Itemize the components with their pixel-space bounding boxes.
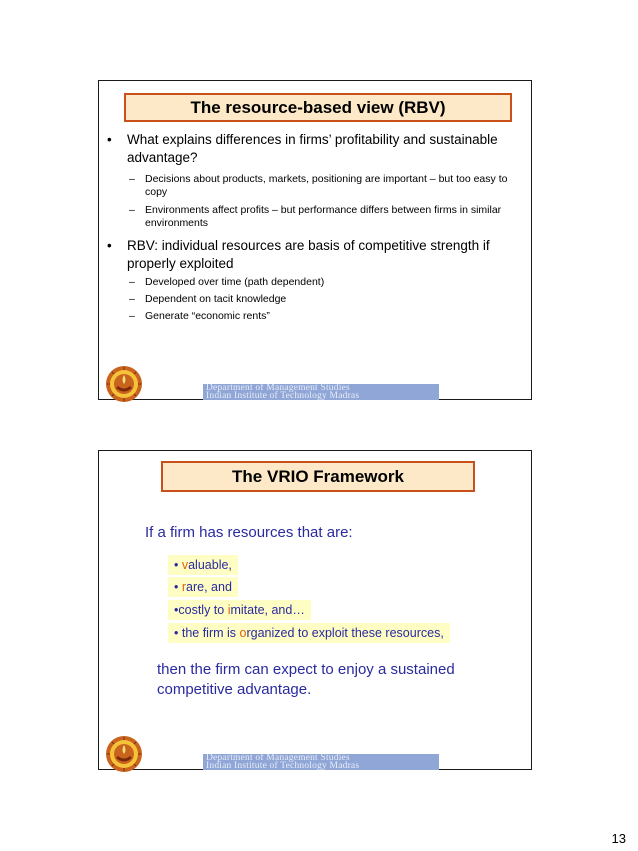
slide-rbv: [98, 80, 532, 400]
bullet-marker: •: [107, 238, 112, 253]
slide-title: The VRIO Framework: [161, 461, 475, 492]
banner-line-dept: Department of Management Studies: [206, 384, 350, 393]
dash-marker: –: [129, 276, 135, 288]
sub-bullet-text: Developed over time (path dependent): [145, 276, 325, 288]
bullet-marker: •: [107, 132, 112, 147]
slide-title: The resource-based view (RBV): [124, 93, 512, 122]
bullet-text: RBV: individual resources are basis of competitive strength if properly exploited: [127, 238, 490, 271]
sub-bullet-text: Dependent on tacit knowledge: [145, 293, 287, 305]
highlight-letter: i: [227, 603, 231, 617]
vrio-item-inimitable: •costly to imitate, and…: [168, 600, 311, 620]
iit-madras-emblem-icon: [105, 365, 143, 403]
sub-bullet-item: [129, 173, 524, 199]
sub-bullet-text: Generate “economic rents”: [145, 310, 270, 322]
banner-line-dept: Department of Management Studies: [206, 754, 350, 763]
dash-marker: –: [129, 310, 135, 322]
vrio-intro-text: If a firm has resources that are:: [145, 524, 353, 541]
sub-bullet-text: Decisions about products, markets, positioning are important – but too easy to copy: [145, 173, 508, 198]
sub-bullet-item: [129, 293, 524, 306]
vrio-item-rare: • rare, and: [168, 577, 238, 597]
dash-marker: –: [129, 204, 135, 216]
sub-bullet-item: [129, 204, 524, 230]
vrio-item-valuable: • valuable,: [168, 555, 238, 575]
highlight-letter: r: [181, 580, 187, 594]
slide-vrio: [98, 450, 532, 770]
dash-marker: –: [129, 173, 135, 185]
bullet-text: What explains differences in firms’ profitability and sustainable advantage?: [127, 132, 498, 165]
sub-bullet-item: [129, 276, 524, 289]
bullet-item: [107, 131, 527, 167]
dash-marker: –: [129, 293, 135, 305]
iit-madras-emblem-icon: [105, 735, 143, 773]
page-number: 13: [611, 831, 626, 846]
footer-banner: [203, 754, 439, 770]
banner-line-institute: Indian Institute of Technology Madras: [206, 761, 360, 770]
highlight-letter: v: [181, 558, 189, 572]
sub-bullet-text: Environments affect profits – but performance differs between firms in similar environments: [145, 204, 502, 229]
vrio-conclusion-text: then the firm can expect to enjoy a sustained competitive advantage.: [157, 661, 455, 698]
footer-banner: [203, 384, 439, 400]
sub-bullet-item: [129, 310, 524, 323]
highlight-letter: o: [239, 626, 247, 640]
banner-line-institute: Indian Institute of Technology Madras: [206, 391, 360, 400]
bullet-item: [107, 237, 527, 273]
vrio-item-organized: • the firm is organized to exploit these resources,: [168, 623, 450, 643]
